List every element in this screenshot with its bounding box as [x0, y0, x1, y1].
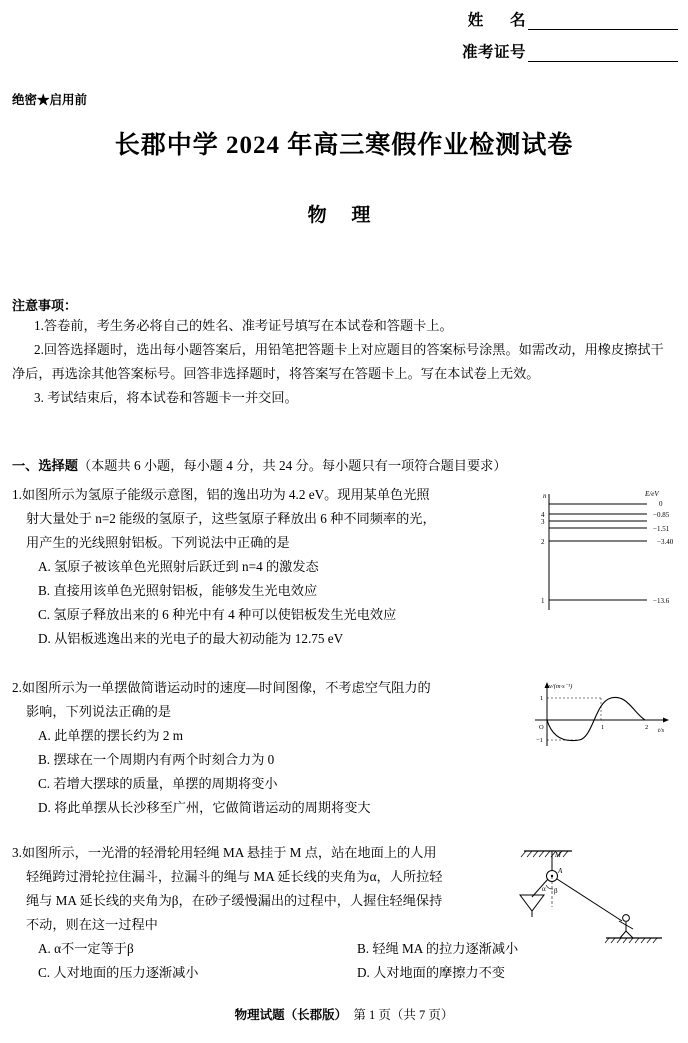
notes-list [12, 314, 676, 410]
question-2-number: 2. [12, 680, 22, 695]
figure-velocity-time-graph [527, 678, 677, 760]
svg-text:−1.51: −1.51 [653, 525, 670, 533]
question-1-option-a[interactable]: A. 氢原子被该单色光照射后跃迁到 n=4 的激发态 [38, 559, 319, 574]
section-heading [12, 455, 676, 474]
question-2-option-c[interactable]: C. 若增大摆球的质量，单摆的周期将变小 [38, 776, 278, 791]
subject-title: 物 理 [307, 205, 381, 226]
question-1-option-b[interactable]: B. 直接用该单色光照射铝板，能够发生光电效应 [38, 583, 318, 598]
question-1-text: 如图所示为氢原子能级示意图，铝的逸出功为 4.2 eV。现用某单色光照 [21, 487, 430, 502]
footer-subject: 物理试题 [234, 1008, 285, 1022]
candidate-fields [0, 8, 688, 72]
svg-text:2: 2 [541, 538, 545, 546]
figure-pulley-funnel-diagram [510, 845, 680, 945]
svg-text:v/(m·s⁻¹): v/(m·s⁻¹) [549, 683, 573, 690]
svg-text:2: 2 [645, 724, 649, 731]
svg-text:E/eV: E/eV [645, 490, 659, 498]
question-3-stem-line: 不动，则在这一过程中 [26, 917, 158, 932]
question-1-option-d[interactable]: D. 从铝板逃逸出来的光电子的最大初动能为 12.75 eV [38, 631, 344, 646]
question-1-option-c[interactable]: C. 氢原子释放出来的 6 种光中有 4 种可以使铝板发生光电效应 [38, 607, 397, 622]
question-3-stem-line [12, 841, 482, 865]
section-desc: （本题共 6 小题，每小题 4 分，共 24 分。每小题只有一项符合题目要求） [77, 458, 507, 473]
svg-text:n: n [543, 492, 547, 500]
name-field-row [0, 8, 688, 30]
question-3-option-a[interactable]: A. α不一定等于β [38, 941, 134, 956]
note-item: 1.答卷前，考生务必将自己的姓名、准考证号填写在本试卷和答题卡上。 [34, 318, 453, 333]
question-1-stem-line: 用产生的光线照射铝板。下列说法中正确的是 [26, 535, 290, 550]
svg-text:1: 1 [540, 695, 544, 702]
question-3-option-row-2 [12, 961, 676, 985]
note-item: 2.回答选择题时，选出每小题答案后，用铅笔把答题卡上对应题目的答案标号涂黑。如需改动，用橡皮擦拭干净后，再选涂其他答案标号。回答非选择题时，将答案写在答题卡上。写在本试卷上无效。 [12, 342, 664, 381]
svg-text:O: O [539, 724, 544, 731]
page-footer [0, 1005, 688, 1023]
ticket-field-row [0, 40, 688, 62]
secret-mark: 绝密★启用前 [12, 93, 88, 107]
question-2-stem-line: 影响，下列说法正确的是 [26, 704, 172, 719]
svg-text:−0.85: −0.85 [653, 511, 670, 519]
svg-text:4: 4 [541, 511, 545, 519]
question-3-option-d[interactable]: D. 人对地面的摩擦力不变 [357, 965, 505, 980]
footer-page-number: 第 1 页（共 7 页） [353, 1008, 454, 1022]
question-2-option-d[interactable]: D. 将此单摆从长沙移至广州，它做简谐运动的周期将变大 [38, 800, 371, 815]
svg-text:−13.6: −13.6 [653, 597, 670, 605]
question-3-number: 3. [12, 845, 22, 860]
notes-title: 注意事项： [12, 298, 78, 313]
energy-level-svg [527, 488, 677, 618]
ticket-label: 准考证号 [461, 44, 526, 61]
question-2-option-b[interactable]: B. 摆球在一个周期内有两个时刻合力为 0 [38, 752, 275, 767]
question-3-text: 如图所示，一光滑的轻滑轮用轻绳 MA 悬挂于 M 点，站在地面上的人用 [21, 845, 437, 860]
question-2-option-a[interactable]: A. 此单摆的摆长约为 2 m [38, 728, 184, 743]
question-3-stem-line: 轻绳跨过滑轮拉住漏斗，拉漏斗的绳与 MA 延长线的夹角为α，人所拉轻 [26, 869, 443, 884]
pulley-svg [510, 845, 680, 945]
svg-text:1: 1 [601, 724, 605, 731]
figure-energy-level-diagram [527, 488, 677, 618]
svg-text:3: 3 [541, 518, 545, 526]
ticket-input-line[interactable] [528, 46, 678, 62]
question-1-number: 1. [12, 487, 22, 502]
svg-text:A: A [558, 867, 563, 875]
svg-text:β: β [554, 887, 558, 895]
svg-text:−1: −1 [536, 737, 543, 744]
svg-text:1: 1 [541, 597, 545, 605]
name-input-line[interactable] [528, 14, 678, 30]
svg-text:M: M [555, 851, 561, 859]
svg-text:t/s: t/s [658, 727, 665, 734]
note-item: 3. 考试结束后，将本试卷和答题卡一并交回。 [34, 390, 298, 405]
footer-version: （长郡版） [284, 1008, 348, 1022]
name-label: 姓 名 [467, 12, 526, 29]
svg-text:0: 0 [659, 500, 663, 508]
svg-text:α: α [542, 885, 546, 893]
question-3-option-b[interactable]: B. 轻绳 MA 的拉力逐渐减小 [357, 941, 519, 956]
vt-graph-svg [527, 678, 677, 760]
question-3-stem-line: 绳与 MA 延长线的夹角为β，在砂子缓慢漏出的过程中，人握住轻绳保持 [26, 893, 443, 908]
question-3-option-c[interactable]: C. 人对地面的压力逐渐减小 [38, 965, 199, 980]
svg-text:−3.40: −3.40 [657, 538, 674, 546]
question-1-stem-line: 射大量处于 n=2 能级的氢原子，这些氢原子释放出 6 种不同频率的光， [26, 511, 436, 526]
section-label: 一、选择题 [12, 458, 78, 473]
question-2-text: 如图所示为一单摆做简谐运动时的速度—时间图像，不考虑空气阻力的 [21, 680, 431, 695]
page-title: 长郡中学 2024 年高三寒假作业检测试卷 [114, 132, 574, 159]
